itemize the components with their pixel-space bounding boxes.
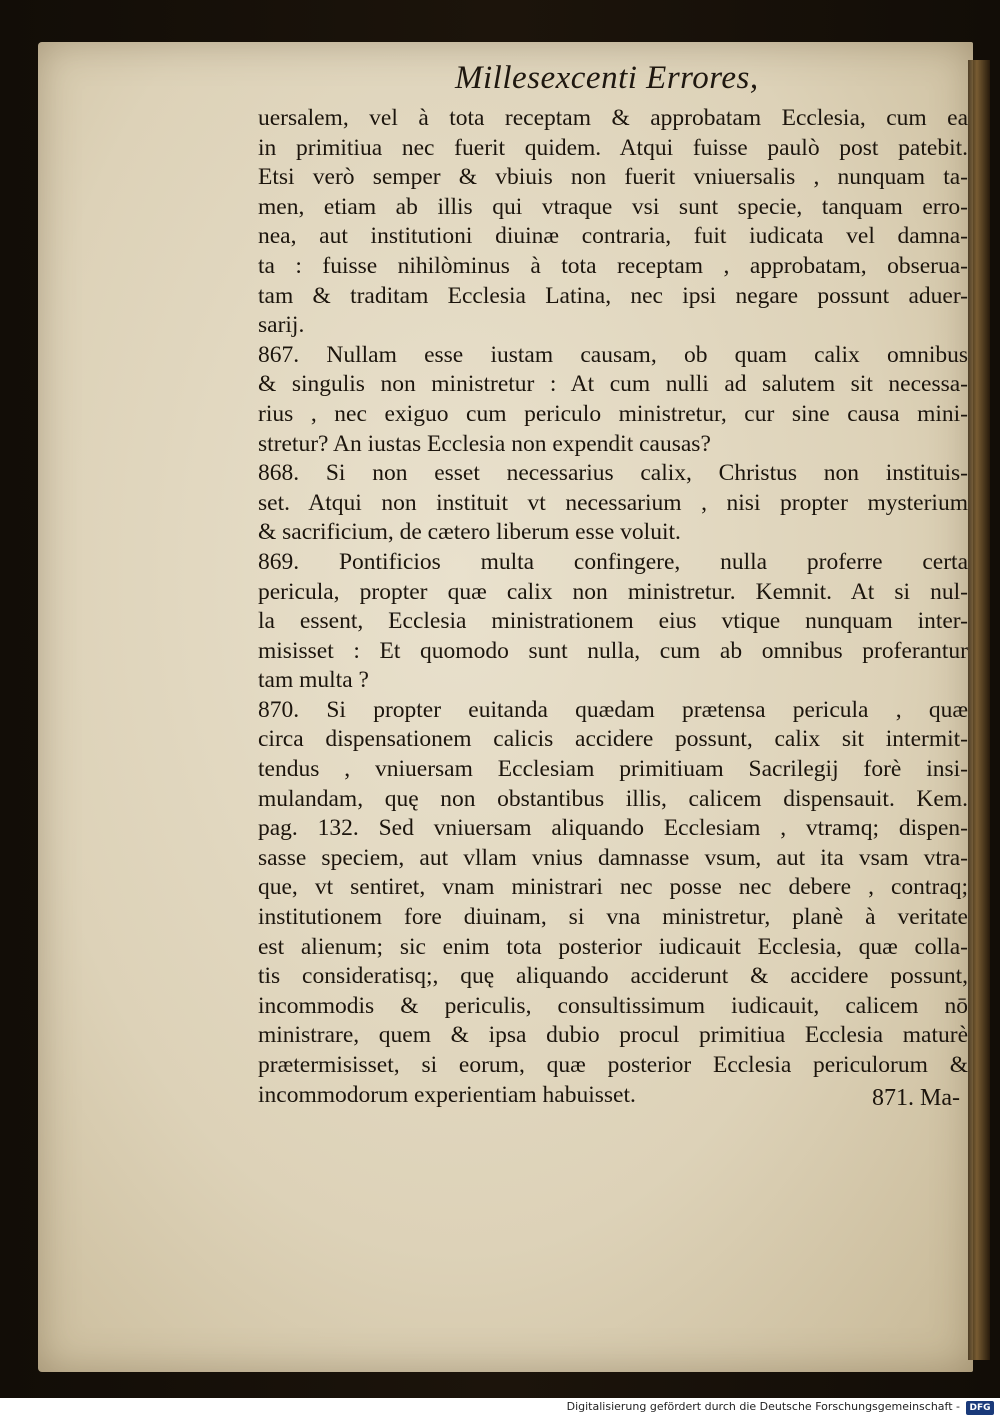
text-line: 870. Si propter euitanda quædam prætensa pericula , quæ	[258, 696, 968, 723]
text-line: la essent, Ecclesia ministrationem eius vtique nunquam inter-	[258, 608, 968, 635]
text-line: sarij.	[258, 312, 305, 339]
page-edge	[968, 60, 990, 1360]
text-line: 867. Nullam esse iustam causam, ob quam calix omnibus	[258, 341, 968, 368]
text-line: est alienum; sic enim tota posterior iudicauit Ecclesia, quæ colla-	[258, 933, 968, 960]
text-line: set. Atqui non instituit vt necessarium , nisi propter mysterium	[258, 489, 968, 516]
running-head: Millesexcenti Errores,	[455, 60, 759, 96]
text-line: ta : fuisse nihilòminus à tota receptam , approbatam, obserua-	[258, 252, 968, 279]
text-line: uersalem, vel à tota receptam & approbatam Ecclesia, cum ea	[258, 105, 968, 131]
text-line: 868. Si non esset necessarius calix, Christus non instituis-	[258, 460, 968, 487]
body-text	[258, 104, 968, 1110]
text-line: Etsi verò semper & vbiuis non fuerit vniuersalis , nunquam ta-	[258, 164, 968, 191]
text-line: ministrare, quem & ipsa dubio procul primitiua Ecclesia maturè	[258, 1022, 968, 1049]
text-line: & sacrificium, de cætero liberum esse voluit.	[258, 519, 681, 546]
text-line: pag. 132. Sed vniuersam aliquando Ecclesiam , vtramq; dispen-	[258, 815, 968, 842]
text-line: stretur? An iustas Ecclesia non expendit causas?	[258, 430, 711, 457]
text-line: misisset : Et quomodo sunt nulla, cum ab omnibus proferantur	[258, 637, 968, 664]
footer-credit: Digitalisierung gefördert durch die Deutsche Forschungsgemeinschaft -	[566, 1400, 960, 1413]
text-line: que, vt sentiret, vnam ministrari nec posse nec debere , contraq;	[258, 874, 968, 901]
catchword: 871. Ma-	[872, 1085, 960, 1111]
text-line: & singulis non ministretur : At cum nulli ad salutem sit necessa-	[258, 371, 968, 398]
text-line: incommodorum experientiam habuisset.	[258, 1081, 636, 1108]
text-line: prætermisisset, si eorum, quæ posterior Ecclesia periculorum &	[258, 1052, 968, 1078]
text-line: sasse speciem, aut vllam vnius damnasse vsum, aut ita vsam vtra-	[258, 844, 968, 871]
text-line: in primitiua nec fuerit quidem. Atqui fuisse paulò post patebit.	[258, 134, 968, 161]
text-line: tis consideratisq;, quę aliquando acciderunt & accidere possunt,	[258, 963, 968, 990]
text-line: mulandam, quę non obstantibus illis, calicem dispensauit. Kem.	[258, 785, 968, 812]
text-line: institutionem fore diuinam, si vna ministretur, planè à veritate	[258, 904, 968, 931]
text-line: pericula, propter quæ calix non ministretur. Kemnit. At si nul-	[258, 578, 968, 605]
text-line: circa dispensationem calicis accidere possunt, calix sit intermit-	[258, 726, 968, 753]
text-line: incommodis & periculis, consultissimum iudicauit, calicem nō	[258, 992, 968, 1019]
text-line: 869. Pontificios multa confingere, nulla proferre certa	[258, 548, 968, 575]
text-line: tendus , vniuersam Ecclesiam primitiuam Sacrilegij forè insi-	[258, 756, 968, 783]
text-line: nea, aut institutioni diuinæ contraria, fuit iudicata vel damna-	[258, 223, 968, 250]
text-line: tam & traditam Ecclesia Latina, nec ipsi negare possunt aduer-	[258, 282, 968, 309]
text-line: tam multa ?	[258, 667, 369, 694]
text-line: rius , nec exiguo cum periculo ministretur, cur sine causa mini-	[258, 400, 968, 427]
dfg-logo[interactable]: DFG	[966, 1401, 994, 1415]
text-line: men, etiam ab illis qui vtraque vsi sunt specie, tanquam erro-	[258, 193, 968, 220]
